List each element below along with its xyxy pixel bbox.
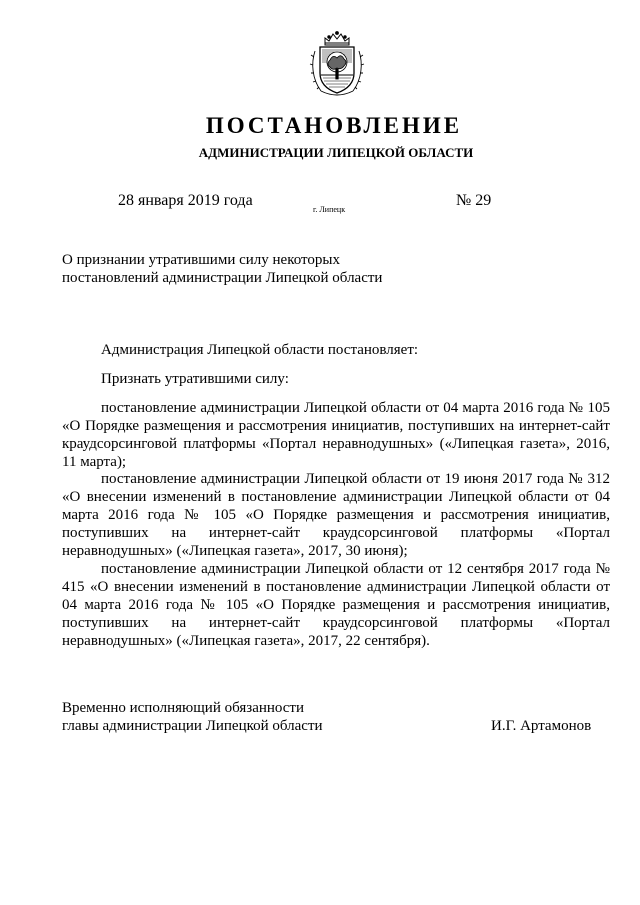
signatory-position-line-2: главы администрации Липецкой области <box>62 718 323 734</box>
lipetsk-oblast-coat-of-arms-icon <box>307 29 367 101</box>
repealed-item-1: постановление администрации Липецкой области от 04 марта 2016 года № 105 «О Порядке размещения и рассмотрения инициатив, поступивших на интернет-сайт краудсорсинговой платформы «Портал неравнодушных» («Липецкая газета», 2016, 11 марта); <box>62 400 610 470</box>
intro-paragraph: Администрация Липецкой области постановляет: <box>101 342 419 358</box>
document-city: г. Липецк <box>313 205 346 214</box>
document-date: 28 января 2019 года <box>118 192 253 209</box>
document-number: № 29 <box>456 192 492 209</box>
signatory-position <box>62 699 323 735</box>
document-subject <box>62 251 422 287</box>
document-title: ПОСТАНОВЛЕНИЕ <box>205 113 463 138</box>
issuing-authority: АДМИНИСТРАЦИИ ЛИПЕЦКОЙ ОБЛАСТИ <box>198 145 474 160</box>
signatory-name: И.Г. Артамонов <box>491 718 592 734</box>
subject-line-2: постановлений администрации Липецкой области <box>62 270 383 286</box>
signatory-position-line-1: Временно исполняющий обязанности <box>62 700 305 716</box>
repealed-item-2: постановление администрации Липецкой области от 19 июня 2017 года № 312 «О внесении изменений в постановление администрации Липецкой области от 04 марта 2016 года № 105 «О Порядке размещения и рассмотрения инициатив, поступивших на интернет-сайт краудсорсинговой платформы «Портал неравнодушных» («Липецкая газета», 2017, 30 июня); <box>62 471 610 559</box>
recognize-paragraph: Признать утратившими силу: <box>101 371 289 387</box>
repealed-item-3: постановление администрации Липецкой области от 12 сентября 2017 года № 415 «О внесении изменений в постановление администрации Липецкой области от 04 марта 2016 года № 105 «О Порядке размещения и рассмотрения инициатив, поступивших на интернет-сайт краудсорсинговой платформы «Портал неравнодушных» («Липецкая газета», 2017, 22 сентября). <box>62 561 610 649</box>
subject-line-1: О признании утратившими силу некоторых <box>62 252 340 268</box>
